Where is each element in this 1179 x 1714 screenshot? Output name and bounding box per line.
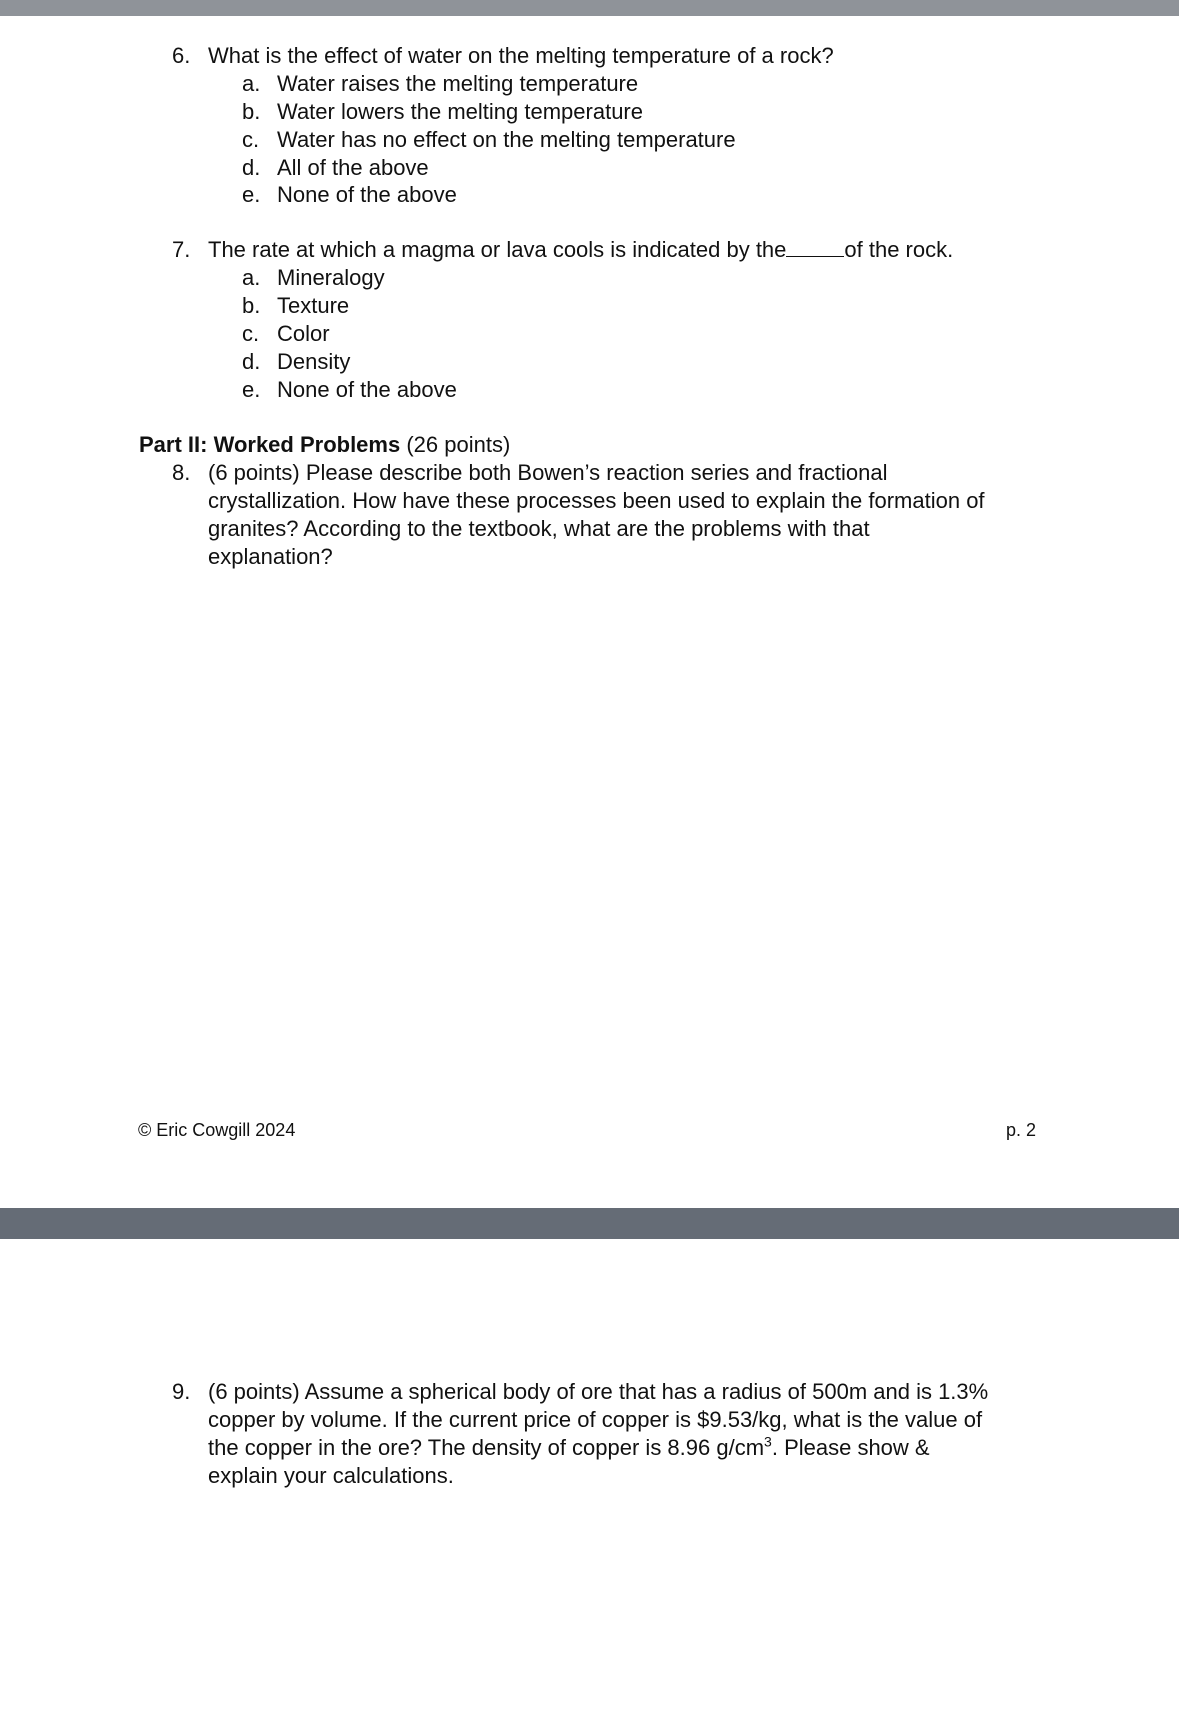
q6-option-e: None of the above <box>277 182 457 207</box>
q7-option-a: Mineralogy <box>277 265 385 290</box>
q6-option-d-letter: d. <box>242 155 261 180</box>
section-heading <box>139 431 510 459</box>
q7-option-d: Density <box>277 349 351 374</box>
section-title: Part II: Worked Problems <box>139 432 401 457</box>
q8-number: 8. <box>172 460 191 485</box>
q9-number: 9. <box>172 1379 191 1404</box>
q9-line-3-end: . Please show & <box>771 1435 930 1460</box>
q8-line: crystallization. How have these processes been used to explain the formation of <box>208 488 985 513</box>
section-points: (26 points) <box>406 432 511 457</box>
q7-option-e: None of the above <box>277 377 457 402</box>
copyright-footer: © Eric Cowgill 2024 <box>138 1120 296 1140</box>
fill-in-blank <box>786 238 844 257</box>
page-number: p. 2 <box>1006 1120 1037 1140</box>
q6-option-a: Water raises the melting temperature <box>277 71 639 96</box>
q9-line-3-start: the copper in the ore? The density of copper is 8.96 g/cm <box>208 1435 765 1460</box>
q8-line: explanation? <box>208 544 333 569</box>
superscript: 3 <box>764 1433 772 1450</box>
q7-option-c: Color <box>277 321 330 346</box>
q6-option-a-letter: a. <box>242 71 261 96</box>
q9-line: (6 points) Assume a spherical body of ore that has a radius of 500m and is 1.3% <box>208 1379 989 1404</box>
q7-number: 7. <box>172 237 191 262</box>
q7-option-d-letter: d. <box>242 349 261 374</box>
q8-line: granites? According to the textbook, what are the problems with that <box>208 516 870 541</box>
q7-option-e-letter: e. <box>242 377 261 402</box>
q7-option-a-letter: a. <box>242 265 261 290</box>
q6-option-d: All of the above <box>277 155 429 180</box>
q9-text <box>208 1378 1048 1490</box>
q7-text-after: of the rock. <box>844 237 954 262</box>
q9-line <box>208 1434 1048 1462</box>
q6-option-b-letter: b. <box>242 99 261 124</box>
q6-number: 6. <box>172 43 191 68</box>
q6-option-c-letter: c. <box>242 127 260 152</box>
q9-line: explain your calculations. <box>208 1463 454 1488</box>
q7-option-b: Texture <box>277 293 350 318</box>
q7-option-b-letter: b. <box>242 293 261 318</box>
q8-text <box>208 459 1048 571</box>
q7-text-before: The rate at which a magma or lava cools is indicated by the <box>208 237 787 262</box>
q6-option-e-letter: e. <box>242 182 261 207</box>
q6-option-b: Water lowers the melting temperature <box>277 99 643 124</box>
top-page-edge <box>0 0 1179 16</box>
q6-option-c: Water has no effect on the melting temperature <box>277 127 736 152</box>
q6-text: What is the effect of water on the melting temperature of a rock? <box>208 43 834 68</box>
q7-option-c-letter: c. <box>242 321 260 346</box>
q7-text <box>208 236 953 264</box>
q9-line: copper by volume. If the current price of copper is $9.53/kg, what is the value of <box>208 1407 983 1432</box>
page-break-bar <box>0 1208 1179 1239</box>
q8-line: (6 points) Please describe both Bowen’s reaction series and fractional <box>208 460 888 485</box>
